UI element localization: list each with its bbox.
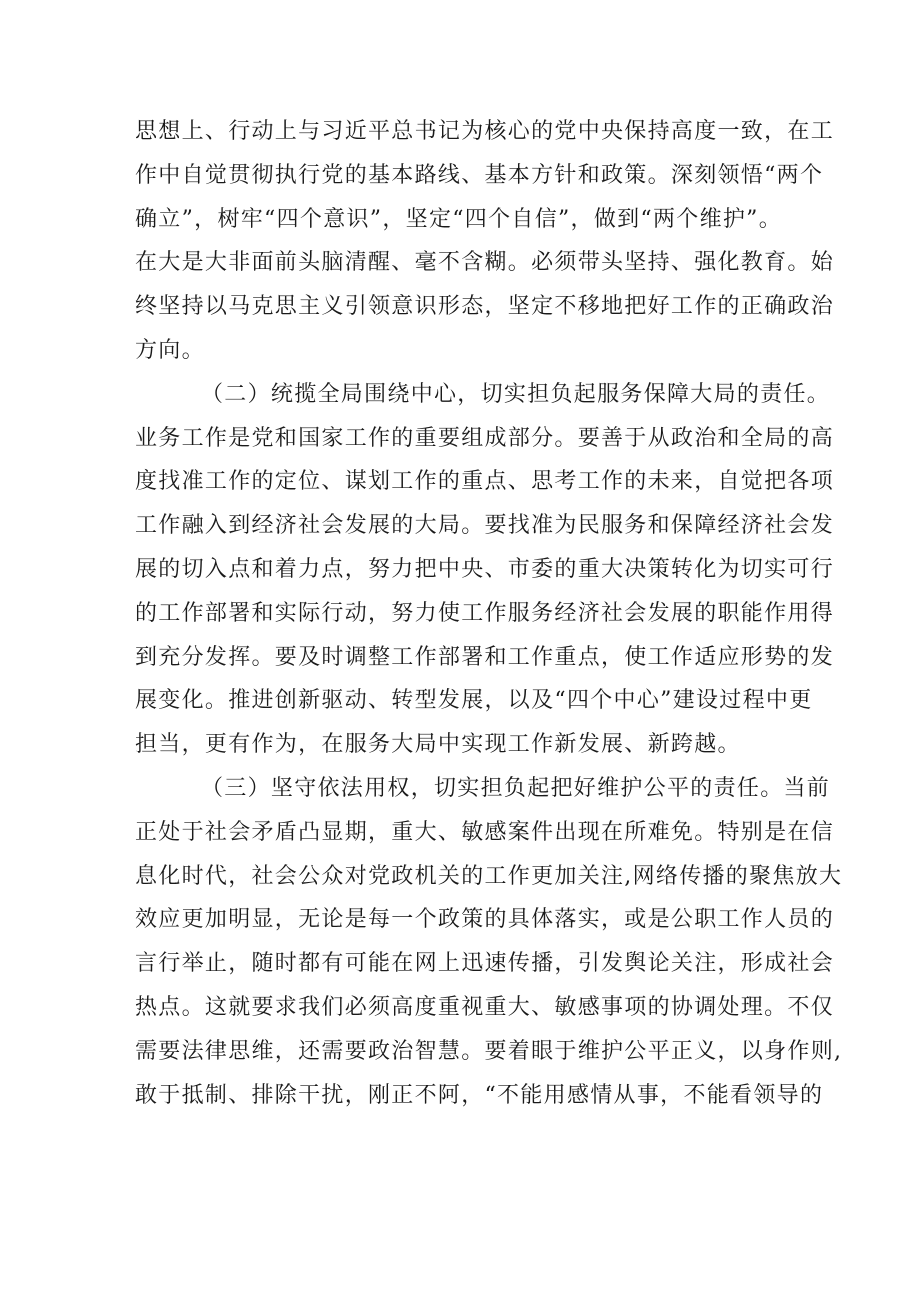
text-line: 方向。 <box>135 337 205 363</box>
section-heading-line: （二）统揽全局围绕中心，切实担负起服务保障大局的责任。 <box>201 381 831 407</box>
text-line: 担当，更有作为，在服务大局中实现工作新发展、新跨越。 <box>135 732 741 758</box>
text-line: 在大是大非面前头脑清醒、毫不含糊。必须带头坚持、强化教育。始 <box>135 250 835 276</box>
text-line: 的工作部署和实际行动，努力使工作服务经济社会发展的职能作用得 <box>135 600 835 626</box>
text-line: 业务工作是党和国家工作的重要组成部分。要善于从政治和全局的高 <box>135 425 835 451</box>
paragraph-1 <box>135 110 835 373</box>
text-line: 工作融入到经济社会发展的大局。要找准为民服务和保障经济社会发 <box>135 513 835 539</box>
section-heading-line: （三）坚守依法用权，切实担负起把好维护公平的责任。当前 <box>201 775 831 801</box>
paragraph-2 <box>135 373 835 767</box>
document-body <box>135 110 843 1117</box>
text-line: 展变化。推进创新驱动、转型发展，以及“四个中心”建设过程中更 <box>135 688 813 714</box>
text-line: 需要法律思维，还需要政治智慧。要着眼于维护公平正义，以身作则, <box>135 1038 843 1064</box>
text-line: 展的切入点和着力点，努力把中央、市委的重大决策转化为切实可行 <box>135 556 835 582</box>
text-line: 效应更加明显，无论是每一个政策的具体落实，或是公职工作人员的 <box>135 907 835 933</box>
text-line: 思想上、行动上与习近平总书记为核心的党中央保持高度一致，在工 <box>135 119 835 144</box>
text-line: 息化时代，社会公众对党政机关的工作更加关注,网络传播的聚焦放大 <box>135 863 843 889</box>
text-line: 确立”，树牢“四个意识”，坚定“四个自信”，做到“两个维护”。 <box>135 206 783 232</box>
text-line: 作中自觉贯彻执行党的基本路线、基本方针和政策。深刻领悟“两个 <box>135 162 824 188</box>
text-line: 度找准工作的定位、谋划工作的重点、思考工作的未来，自觉把各项 <box>135 469 835 495</box>
text-line: 终坚持以马克思主义引领意识形态，坚定不移地把好工作的正确政治 <box>135 294 835 320</box>
paragraph-3 <box>135 767 843 1117</box>
text-line: 热点。这就要求我们必须高度重视重大、敏感事项的协调处理。不仅 <box>135 994 835 1020</box>
text-line: 到充分发挥。要及时调整工作部署和工作重点，使工作适应形势的发 <box>135 644 835 670</box>
text-line: 正处于社会矛盾凸显期，重大、敏感案件出现在所难免。特别是在信 <box>135 819 835 845</box>
text-line: 敢于抵制、排除干扰，刚正不阿，“不能用感情从事，不能看领导的 <box>135 1082 824 1108</box>
text-line: 言行举止，随时都有可能在网上迅速传播，引发舆论关注，形成社会 <box>135 951 835 977</box>
